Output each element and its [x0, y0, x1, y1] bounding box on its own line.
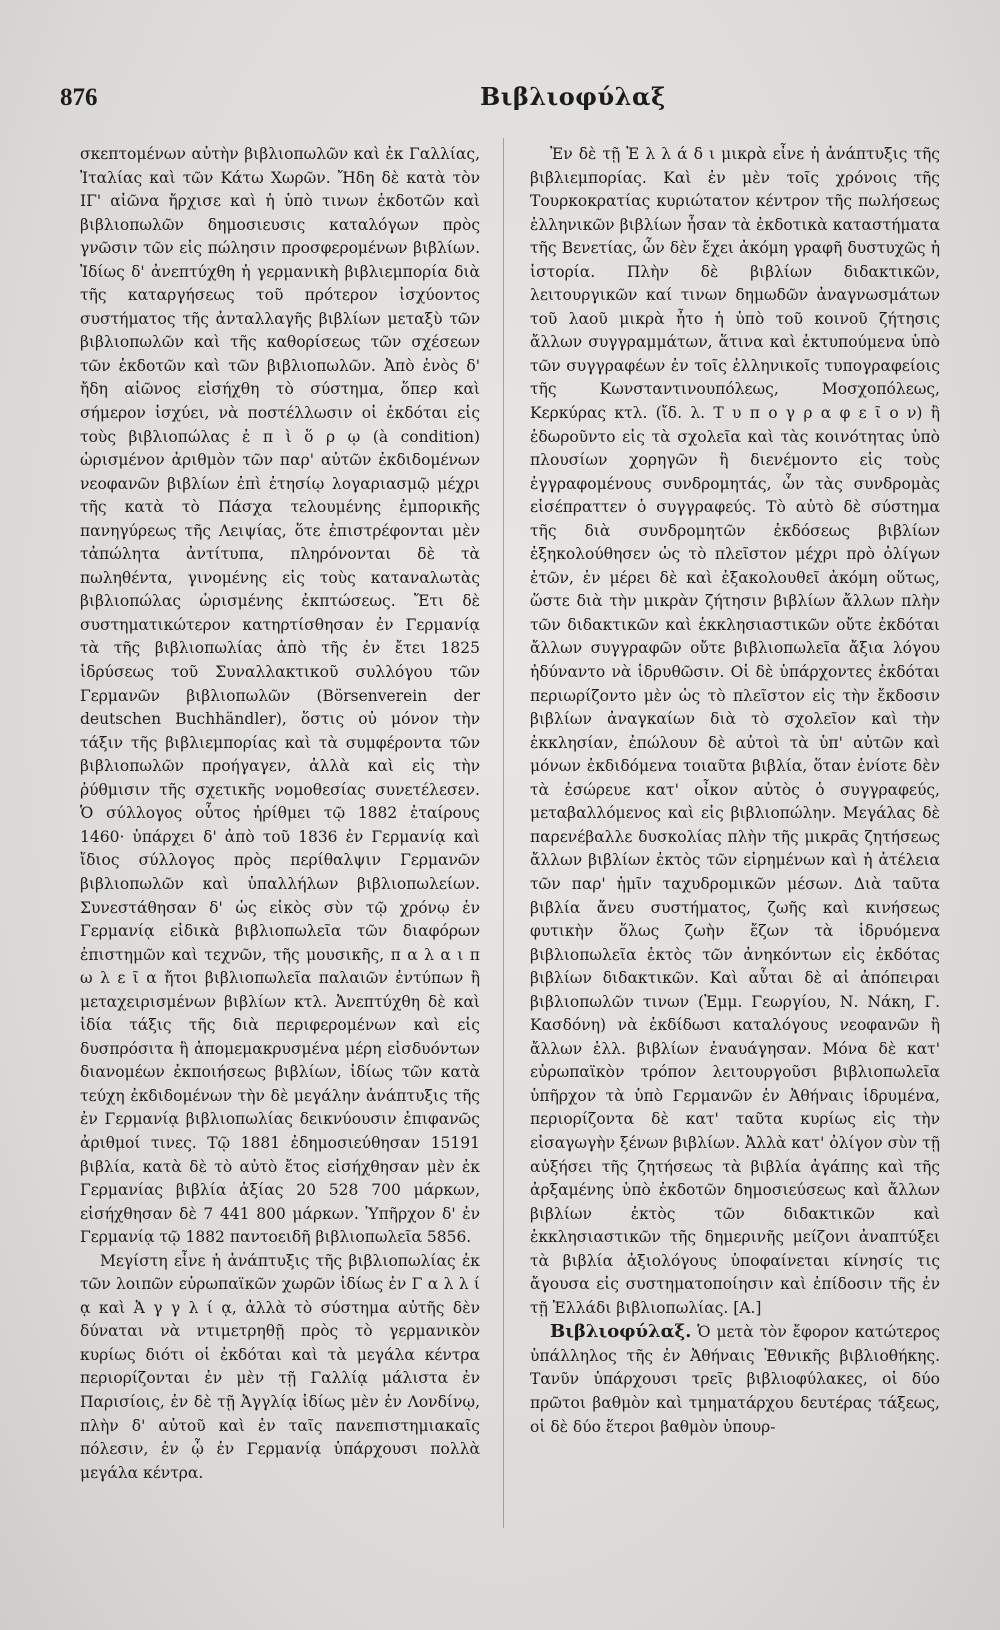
- right-column: [530, 143, 940, 1436]
- right-entry: [530, 1320, 940, 1439]
- running-title: Βιβλιοφύλαξ: [480, 82, 666, 111]
- left-paragraph-2: Μεγίστη εἶνε ἡ ἀνάπτυξις τῆς βιβλιοπωλίας ἐκ τῶν λοιπῶν εὐρωπαϊκῶν χωρῶν ἰδίως ἐν Γ α λ λ ί ᾳ καὶ Ἀ γ γ λ ί ᾳ, ἀλλὰ τὸ σύστημα αὐτῆς δὲν δύναται νὰ ντιμετρηθῇ πρὸς τὸ γερμανικὸν κυρίως διότι οἱ ἐκδόται καὶ τὰ μεγάλα κέντρα περιορίζονται ἐν μὲν τῇ Γαλλίᾳ μάλιστα ἐν Παρισίοις, ἐν δὲ τῇ Ἀγγλίᾳ ἰδίως μὲν ἐν Λονδίνῳ, πλὴν δ' αὐτοῦ καὶ ἐν ταῖς πανεπιστημιακαῖς πόλεσιν, ἐν ᾧ ἐν Γερμανίᾳ ὑπάρχουσι πολλὰ μεγάλα κέντρα.: [80, 1251, 480, 1482]
- left-column: [80, 143, 480, 1503]
- left-paragraph-1: σκεπτομένων αὐτὴν βιβλιοπωλῶν καὶ ἐκ Γαλλίας, Ἰταλίας καὶ τῶν Κάτω Χωρῶν. Ἤδη δὲ κατὰ τὸν ΙΓ' αἰῶνα ἤρχισε καὶ ἡ ὑπὸ τινων ἐκδοτῶν καὶ βιβλιοπωλῶν δημοσιευσις καταλόγων πρὸς γνῶσιν τῶν εἰς πώλησιν προσφερομένων βιβλίων. Ἰδίως δ' ἀνεπτύχθη ἡ γερμανικὴ βιβλιεμπορία διὰ τῆς καταργήσεως τοῦ πρότερον ἰσχύοντος συστήματος τῆς ἀνταλλαγῆς βιβλίων μεταξὺ τῶν βιβλιοπωλῶν καὶ τῆς καθορίσεως τῶν σχέσεων τῶν ἐκδοτῶν καὶ τῶν βιβλιοπωλῶν. Ἀπὸ ἑνὸς δ' ἤδη αἰῶνος εἰσήχθη τὸ σύστημα, ὅπερ καὶ σήμερον ἰσχύει, νὰ ποστέλλωσιν οἱ ἐκδόται εἰς τοὺς βιβλιοπώλας ἐ π ὶ ὅ ρ ῳ (à condition) ὡρισμένον ἀριθμὸν τῶν παρ' αὐτῶν ἐκδιδομένων νεοφανῶν βιβλίων ἐπὶ ἐτησίῳ λογαριασμῷ μέχρι τῆς κατὰ τὸ Πάσχα τελουμένης ἐμπορικῆς πανηγύρεως τῆς Λειψίας, ὅτε ἐπιστρέφονται μὲν τἀπώλητα ἀντίτυπα, πληρόνονται δὲ τὰ πωληθέντα, γινομένης εἰς τοὺς καταναλωτὰς βιβλιοπώλας ὡρισμένης ἐκπτώσεως. Ἔτι δὲ συστηματικώτερον κατηρτίσθησαν ἐν Γερμανίᾳ τὰ τῆς βιβλιοπωλίας ἀπὸ τῆς ἐν ἔτει 1825 ἱδρύσεως τοῦ Συναλλακτικοῦ συλλόγου τῶν Γερμανῶν βιβλιοπωλῶν (Börsenverein der deutschen Buchhändler), ὅστις οὐ μόνον τὴν τάξιν τῆς βιβλιεμπορίας καὶ τὰ συμφέροντα τῶν βιβλιοπωλῶν προήγαγεν, ἀλλὰ καὶ εἰς τὴν ῥύθμισιν τῆς σχετικῆς νομοθεσίας συνετέλεσεν. Ὁ σύλλογος οὗτος ἠρίθμει τῷ 1882 ἑταίρους 1460· ὑπάρχει δ' ἀπὸ τοῦ 1836 ἐν Γερμανίᾳ καὶ ἴδιος σύλλογος πρὸς περίθαλψιν Γερμανῶν βιβλιοπωλῶν καὶ ὑπαλλήλων βιβλιοπωλείων. Συνεστάθησαν δ' ὡς εἰκὸς σὺν τῷ χρόνῳ ἐν Γερμανίᾳ εἰδικὰ βιβλιοπωλεῖα τῶν διαφόρων ἐπιστημῶν καὶ τεχνῶν, τῆς μουσικῆς, π α λ α ι π ω λ ε ῖ α ἤτοι βιβλιοπωλεῖα παλαιῶν ἐντύπων ἢ μεταχειρισμένων βιβλίων κτλ. Ἀνεπτύχθη δὲ καὶ ἰδία τάξις τῆς διὰ περιφερομένων καὶ εἰς δυσπρόσιτα ἢ ἀπομεμακρυσμένα μέρη εἰσδυόντων διανομέων ἐκποιήσεως βιβλίων, ἰδίως τῶν κατὰ τεύχη ἐκδιδομένων τὴν δὲ μεγάλην ἀνάπτυξις τῆς ἐν Γερμανίᾳ βιβλιοπωλίας δεικνύουσιν ἐπιφανῶς ἀριθμοί τινες. Τῷ 1881 ἐδημοσιεύθησαν 15191 βιβλία, κατὰ δὲ τὸ αὐτὸ ἔτος εἰσήχθησαν μὲν ἐκ Γερμανίας βιβλία ἀξίας 20 528 700 μάρκων, εἰσήχθησαν δὲ 7 441 800 μάρκων. Ὑπῆρχον δ' ἐν Γερμανίᾳ τῷ 1882 παντοειδῆ βιβλιοπωλεῖα 5856.: [80, 145, 480, 1247]
- entry-text: Ὁ μετὰ τὸν ἔφορον κατώτερος ὑπάλληλος τῆς ἐν Ἀθήναις Ἐθνικῆς βιβλιοθήκης. Τανῦν ὑπάρχουσι τρεῖς βιβλιοφύλακες, οἱ δύο πρῶτοι βαθμὸν καὶ τμηματάρχου δευτέρας τάξεως, οἱ δὲ δύο ἕτεροι βαθμὸν ὑπουρ-: [530, 1323, 940, 1436]
- page-number: 876: [60, 84, 98, 111]
- page-header: [60, 84, 940, 124]
- right-paragraph-1: Ἐν δὲ τῇ Ἑ λ λ ά δ ι μικρὰ εἶνε ἡ ἀνάπτυξις τῆς βιβλιεμπορίας. Καὶ ἐν μὲν τοῖς χρόνοις τῆς Τουρκοκρατίας κυριώτατον κέντρον τῆς πωλήσεως ἑλληνικῶν βιβλίων ἦσαν τὰ ἐκδοτικὰ καταστήματα τῆς Βενετίας, ὧν δὲν ἔχει ἀκόμη γραφῆ δυστυχῶς ἡ ἱστορία. Πλὴν δὲ βιβλίων διδακτικῶν, λειτουργικῶν καί τινων δημωδῶν ἀναγνωσμάτων τοῦ λαοῦ μικρὰ ἦτο ἡ ὑπὸ τοῦ κοινοῦ ζήτησις ἄλλων συγγραμμάτων, ἅτινα καὶ ἐκτυπούμενα ὑπὸ τῶν συγγραφέων ἐν τοῖς ἑλληνικοῖς τυπογραφείοις τῆς Κωνσταντινουπόλεως, Μοσχοπόλεως, Κερκύρας κτλ. (ἴδ. λ. Τ υ π ο γ ρ α φ ε ῖ ο ν) ἢ ἐδωροῦντο εἰς τὰ σχολεῖα καὶ τὰς κοινότητας ὑπὸ πλουσίων χορηγῶν ἢ διενέμοντο εἰς τοὺς ἐγγραφομένους συνδρομητάς, ὧν τὰς συνδρομὰς εἰσέπραττεν ὁ συγγραφεύς. Τὸ αὐτὸ δὲ σύστημα τῆς διὰ συνδρομητῶν ἐκδόσεως βιβλίων ἐξηκολούθησεν ὡς τὸ πλεῖστον μέχρι πρὸ ὀλίγων ἐτῶν, ἐν μέρει δὲ καὶ ἐξακολουθεῖ ἀκόμη οὕτως, ὥστε διὰ τὴν μικρὰν ζήτησιν βιβλίων ἄλλων πλὴν τῶν διδακτικῶν καὶ ἐκκλησιαστικῶν οὔτε ἐκδόται ἄλλων συγγραφῶν οὔτε βιβλιοπωλεῖα ἄξια λόγου ἠδύναντο νὰ ἱδρυθῶσιν. Οἱ δὲ ὑπάρχοντες ἐκδόται περιωρίζοντο μὲν ὡς τὸ πλεῖστον εἰς τὴν ἔκδοσιν βιβλίων ἀναγκαίων διὰ τὸ σχολεῖον καὶ τὴν ἐκκλησίαν, ἐπώλουν δὲ αὐτοὶ τὰ ὑπ' αὐτῶν καὶ μόνων ἐκδιδόμενα τοιαῦτα βιβλία, ὅταν ἐνίοτε δὲν τὰ ἐσώρευε κατ' οἶκον αὐτὸς ὁ συγγραφεύς, μεταβαλλόμενος καὶ εἰς βιβλιοπώλην. Μεγάλας δὲ παρενέβαλλε δυσκολίας πλὴν τῆς μικρᾶς ζητήσεως ἄλλων βιβλίων ἐκτὸς τῶν εἰρημένων καὶ ἡ ἀτέλεια τῶν παρ' ἡμῖν ταχυδρομικῶν μέσων. Διὰ ταῦτα βιβλία ἄνευ συστήματος, ζωῆς καὶ κινήσεως φυτικὴν ὅλως ζωὴν ἔζων τὰ ἱδρυόμενα βιβλιοπωλεῖα ἐκτὸς τῶν ἀνηκόντων εἰς ἐκδότας βιβλίων διδακτικῶν. Καὶ αὗται δὲ αἱ ἀπόπειραι βιβλιοπωλῶν τινων (Ἐμμ. Γεωργίου, Ν. Νάκη, Γ. Κασδόνη) νὰ ἐκδίδωσι καταλόγους νεοφανῶν ἢ ἄλλων ἑλλ. βιβλίων ἐναυάγησαν. Μόνα δὲ κατ' εὐρωπαϊκὸν τρόπον λειτουργοῦσι βιβλιοπωλεῖα ὑπῆρχον τὰ ὑπὸ Γερμανῶν ἐν Ἀθήναις ἱδρυμένα, περιορίζοντα δὲ κατ' ταῦτα κυρίως εἰς τὴν εἰσαγωγὴν ξένων βιβλίων. Ἀλλὰ κατ' ὀλίγον σὺν τῇ αὐξήσει τῆς ζητήσεως τὰ βιβλία ἀγάπης καὶ τῆς ἀρξαμένης ὑπὸ ἐκδοτῶν δημοσιεύσεως καὶ ἄλλων βιβλίων ἐκτὸς τῶν διδακτικῶν καὶ ἐκκλησιαστικῶν τῆς δημερινῆς μείζονι ἀναπτύξει τὰ βιβλία ἀξιολόγους ὑποφαίνεται κίνησίς τις ἄγουσα εἰς συστηματοποίησιν καὶ ἐπίδοσιν τῆς ἐν τῇ Ἑλλάδι βιβλιοπωλίας. [Α.]: [530, 145, 940, 1317]
- column-divider: [503, 138, 504, 1528]
- entry-heading: Βιβλιοφύλαξ.: [550, 1321, 692, 1343]
